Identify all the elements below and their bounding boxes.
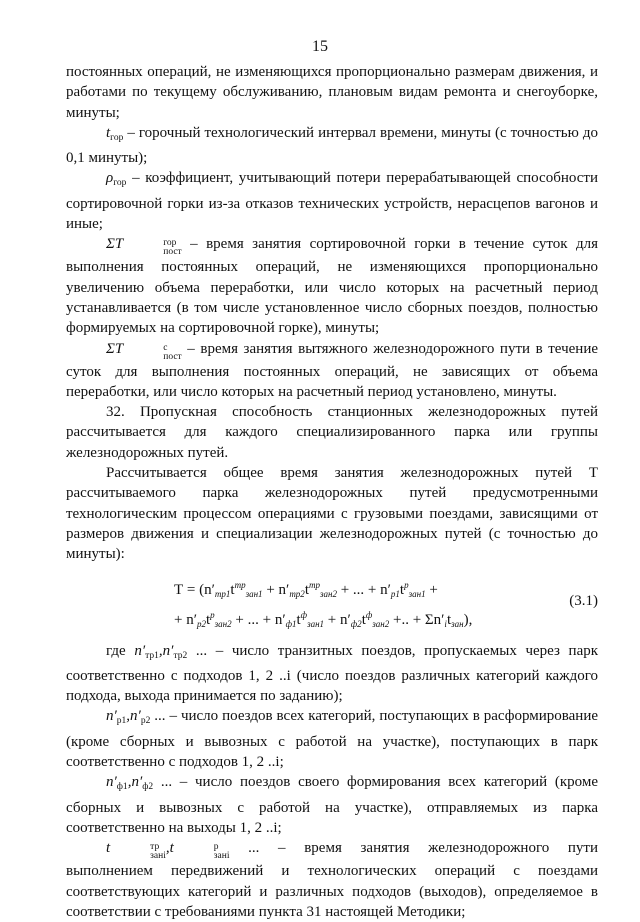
symbol-sum-t-c: ΣT с пост (106, 340, 182, 362)
formula-line-1: $Т = (n'_{тр1}t^{тр}_{зан1} + n'_{тр2}t^{тр}_{зан2}$ + ... + $n'_{р1}t^р_{зан1}$ + (174, 579, 438, 599)
formula-number: (3.1) (569, 592, 598, 609)
symbol-t-zan: t тр занi ,t р занi (106, 840, 230, 862)
symbol-n-f: $n'_{ф1},n'_{ф2}$ (106, 774, 154, 793)
definition-n-f: $n'_{ф1},n'_{ф2}$ ... – число поездов своего формирования всех категорий (кроме сборных и вывозных с работой на участке), отправляемых из парка соответственно на выходы 1, 2 ..i; (66, 774, 599, 836)
definition-t-zan: t тр занi ,t р занi ... – время занятия железнодорожного пути выполнением передвижений и технологических операций с поездами соответствующих категорий и различных подходов (выходов), определяемое в соответствии с требованиями пункта 31 настоящей Методики; (66, 840, 598, 920)
symbol-t-gor: $t_{гор}$ (106, 124, 124, 143)
definition-sum-t-c: ΣT с пост – время занятия вытяжного железнодорожного пути в течение суток для выполнения постоянных операций, не зависящих от объема переработки, или число которых на расчетный период установлено, минуты. (66, 340, 599, 400)
definition-n-r: $n'_{р1},n'_{р2}$ ... – число поездов всех категорий, поступающих в расформирование (кроме сборных и вывозных с работой на участке), поступающих в парк соответственно с подходов 1, 2 ..i; (66, 708, 599, 771)
formula-3-1 (66, 575, 598, 635)
paragraph-continuation: постоянных операций, не изменяющихся пропорционально размерам движения, и работами по текущему обслуживанию, плановым видам ремонта и снегоуборке, минуты; (66, 64, 598, 121)
definition-sum-t-gor: ΣT гор пост – время занятия сортировочной горки в течение суток для выполнения постоянных операций, не изменяющихся пропорционально увеличению объема переработки, или число которых на расчетный период устанавливается (в том числе установленное число сборных поездов, полностью формируемых на сортировочной горке), минуты; (66, 236, 598, 337)
document-body (66, 62, 598, 922)
definition-t-gor: $t_{гор}$ – горочный технологический интервал времени, минуты (с точностью до 0,1 минуты); (66, 124, 598, 167)
symbol-n-tr: $n'_{тр1},n'_{тр2}$ (134, 642, 188, 661)
page-number: 15 (312, 38, 328, 55)
paragraph-calculation: Рассчитывается общее время занятия железнодорожных путей Т рассчитываемого парка железнодорожных путей предусмотренными технологическим процессом операциями с грузовыми поездами, зависящими от размеров движения и специализации железнодорожных путей (с точностью до минуты): (66, 465, 598, 563)
symbol-rho-gor: $\rho_{гор}$ (106, 170, 127, 189)
formula-line-2: + $n'_{р2}t^р_{зан2}$ + ... + $n'_{ф1}t^ф_{зан1} + n'_{ф2}t^ф_{зан2}$ +.. + $\Sigma n'_it_{зан}$), (174, 609, 473, 629)
symbol-sum-t-gor: ΣT гор пост (106, 236, 182, 258)
definition-rho-gor: $\rho_{гор}$ – коэффициент, учитывающий потери перерабатывающей способности сортировочной горки из-за отказов технических устройств, нерасцепов вагонов и иные; (66, 170, 598, 233)
paragraph-32: 32. Пропускная способность станционных железнодорожных путей рассчитывается для каждого специализированного парка или группы железнодорожных путей. (66, 404, 598, 461)
definition-n-tr: где $n'_{тр1},n'_{тр2}$ ... – число транзитных поездов, пропускаемых через парк соответственно с подходов 1, 2 ..i (число поездов различных категорий каждого подхода, выхода принимается по заданию); (66, 642, 599, 705)
symbol-n-r: $n'_{р1},n'_{р2}$ (106, 708, 151, 727)
